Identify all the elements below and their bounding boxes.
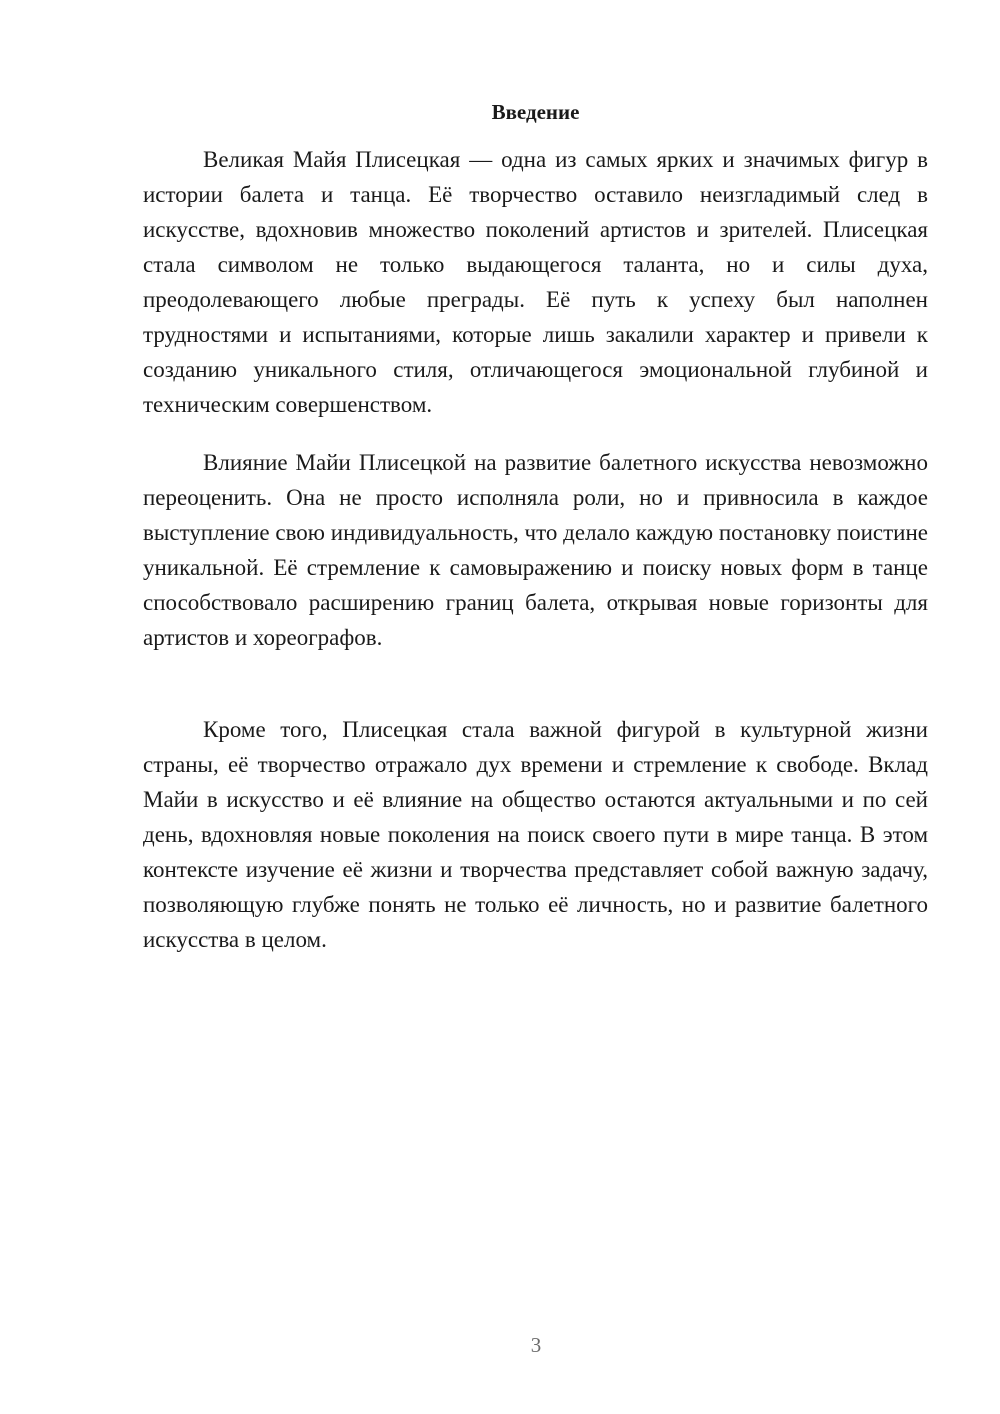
paragraph-2: Влияние Майи Плисецкой на развитие балетного искусства невозможно переоценить. Она не просто исполняла роли, но и привносила в каждое выступление свою индивидуальность, что делало каждую постановку поистине уникальной. Её стремление к самовыражению и поиску новых форм в танце способствовало расширению границ балета, открывая новые горизонты для артистов и хореографов. (143, 450, 928, 650)
paragraph-1: Великая Майя Плисецкая — одна из самых ярких и значимых фигур в истории балета и танца. Её творчество оставило неизгладимый след в искусстве, вдохновив множество поколений артистов и зрителей. Плисецкая стала символом не только выдающегося таланта, но и силы духа, преодолевающего любые преграды. Её путь к успеху был наполнен трудностями и испытаниями, которые лишь закалили характер и привели к созданию уникального стиля, отличающегося эмоциональной глубиной и техническим совершенством. (143, 147, 928, 417)
page-number: 3 (530, 1333, 542, 1357)
section-heading: Введение (491, 100, 580, 124)
paragraph-3: Кроме того, Плисецкая стала важной фигурой в культурной жизни страны, её творчество отражало дух времени и стремление к свободе. Вклад Майи в искусство и её влияние на общество остаются актуальными и по сей день, вдохновляя новые поколения на поиск своего пути в мире танца. В этом контексте изучение её жизни и творчества представляет собой важную задачу, позволяющую глубже понять не только её личность, но и развитие балетного искусства в целом. (143, 717, 928, 952)
